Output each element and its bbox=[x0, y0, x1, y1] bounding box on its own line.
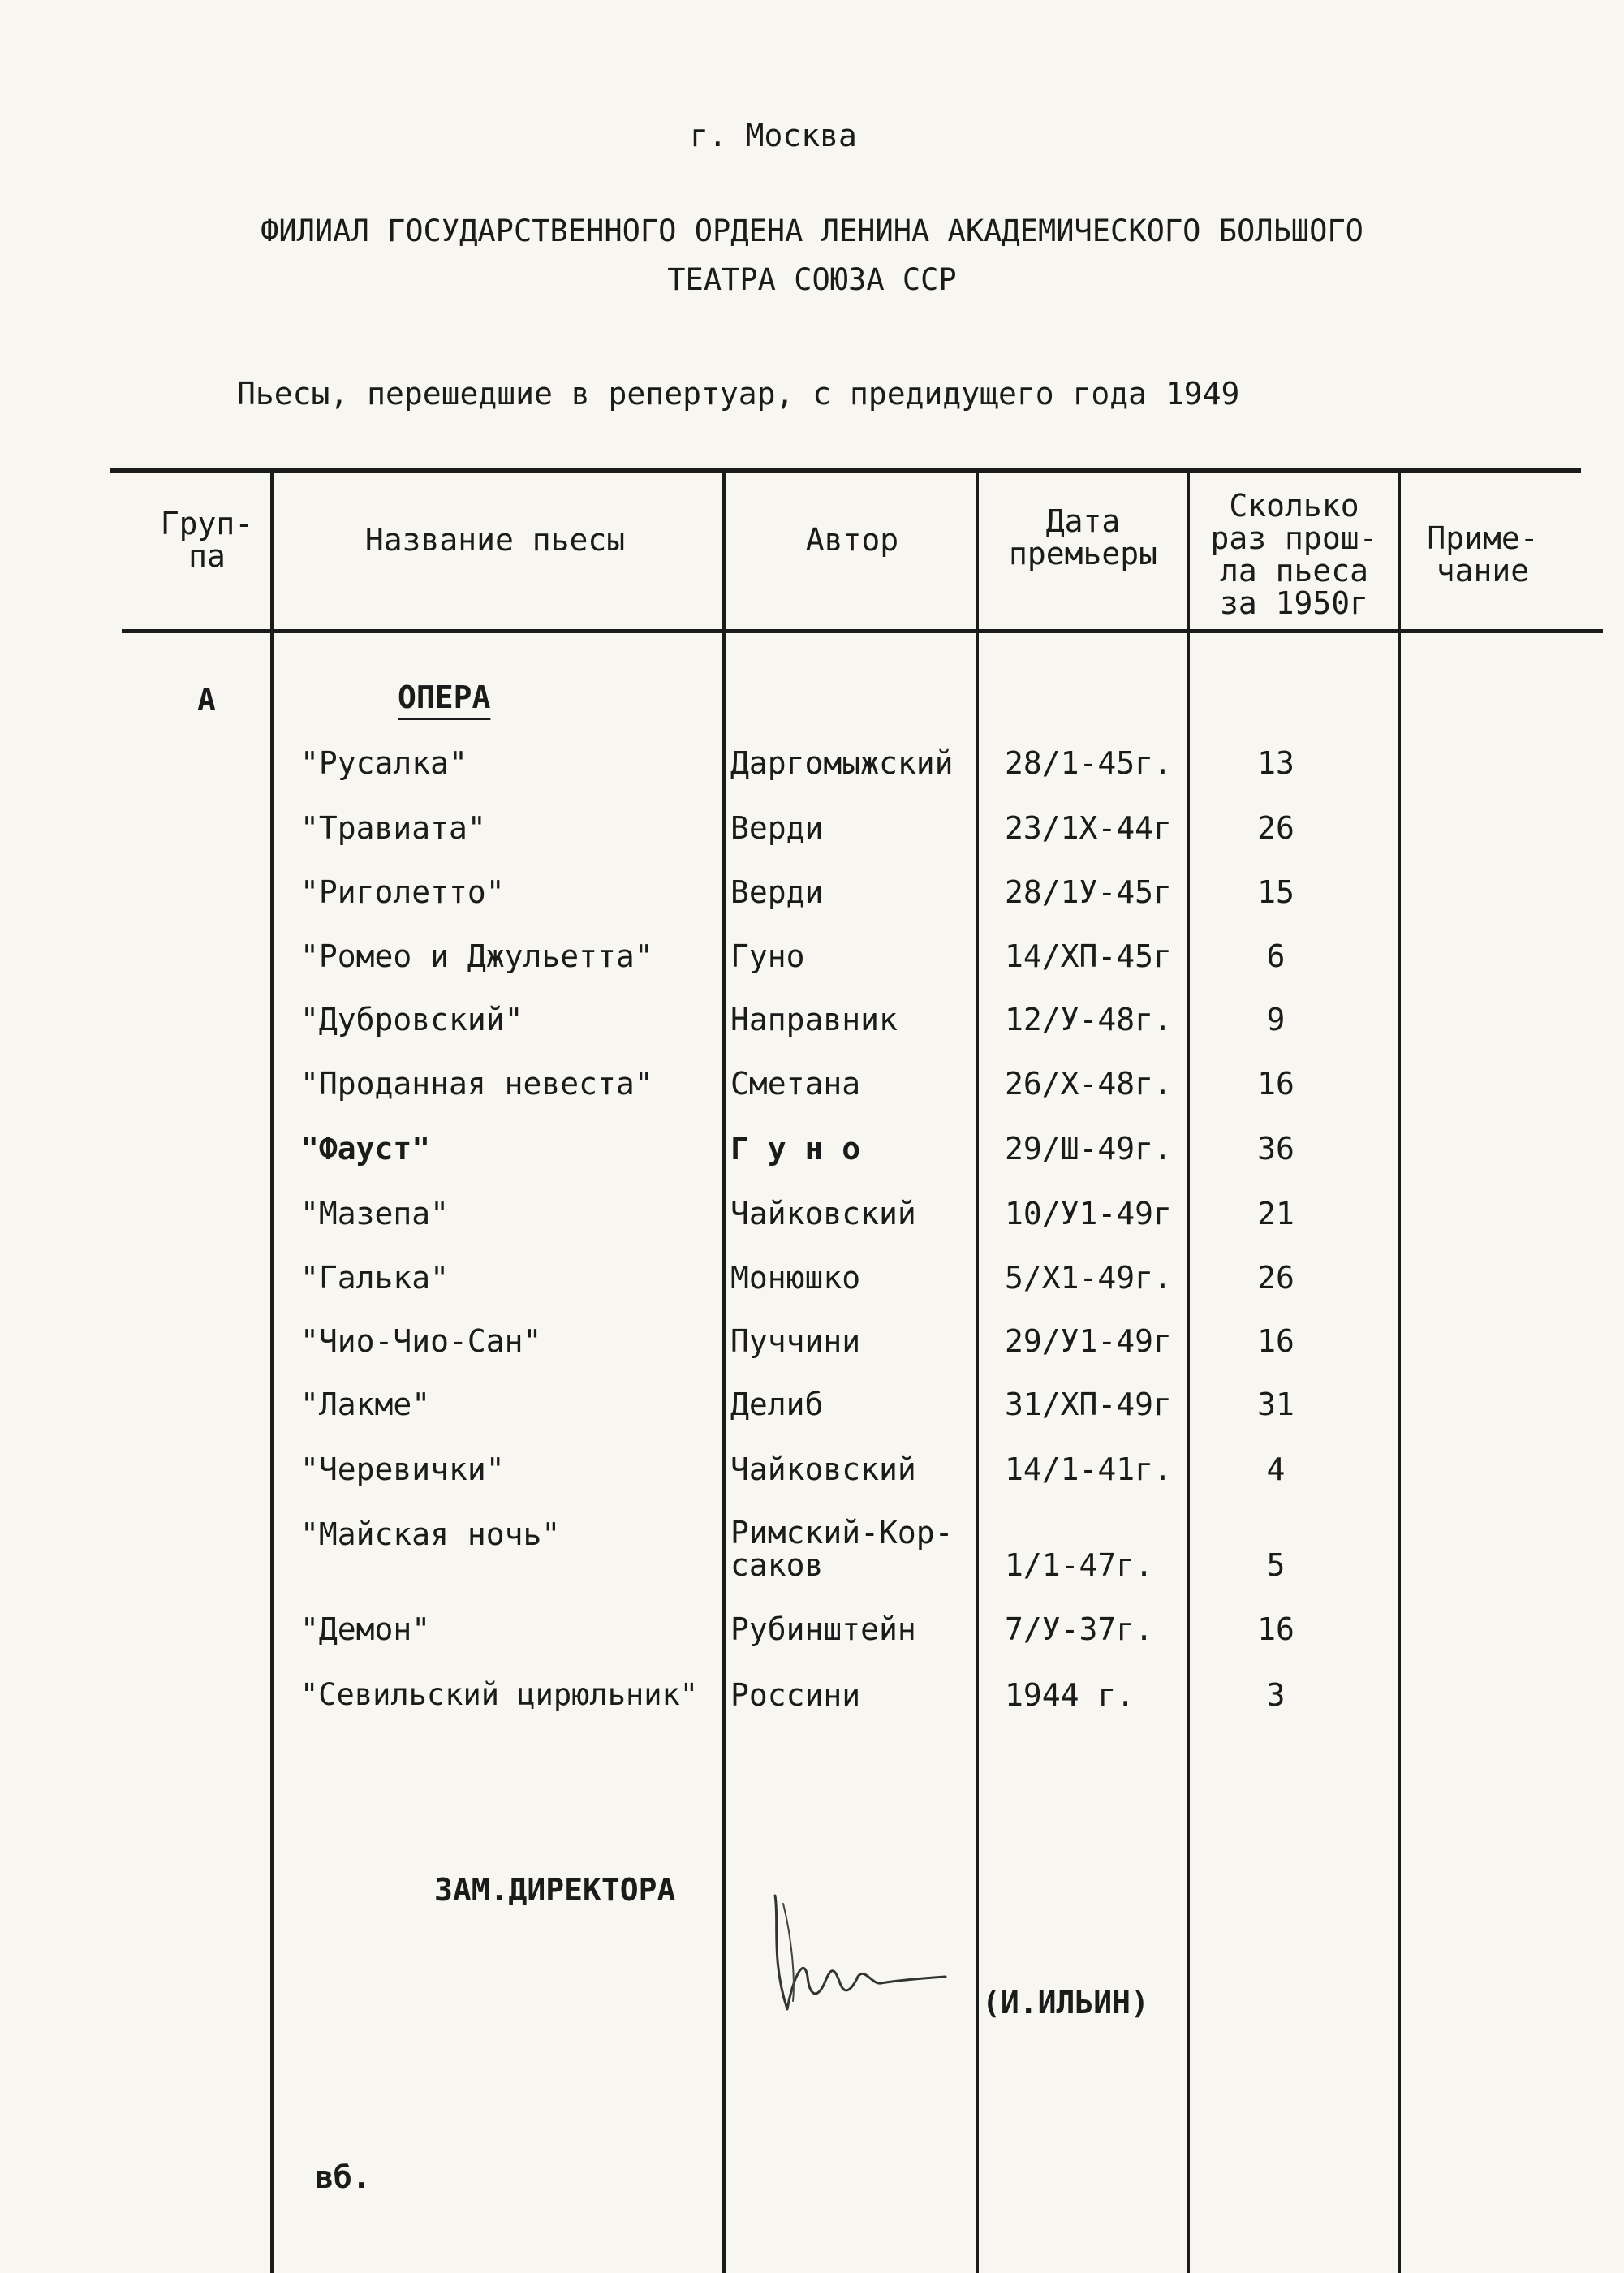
row-4-title: "Ромео и Джульетта" bbox=[300, 938, 653, 974]
row-2-title: "Травиата" bbox=[300, 810, 486, 846]
row-12-author: Чайковский bbox=[730, 1451, 916, 1487]
row-7-count: 36 bbox=[1257, 1131, 1294, 1167]
row-11-count: 31 bbox=[1257, 1387, 1294, 1422]
handwritten-signature bbox=[759, 1887, 954, 2025]
row-8-date: 10/У1-49г bbox=[1005, 1196, 1172, 1231]
row-10-author: Пуччини bbox=[730, 1323, 861, 1359]
row-13-count: 5 bbox=[1266, 1547, 1286, 1583]
signatory-position: ЗАМ.ДИРЕКТОРА bbox=[434, 1872, 676, 1908]
row-6-author: Сметана bbox=[730, 1066, 861, 1102]
column-header-group: Груп- па bbox=[160, 506, 254, 574]
row-6-title: "Проданная невеста" bbox=[300, 1066, 653, 1102]
table-top-rule bbox=[110, 468, 1581, 473]
typist-initials: вб. bbox=[315, 2159, 371, 2195]
column-divider-1 bbox=[270, 473, 274, 2273]
row-3-count: 15 bbox=[1257, 874, 1294, 910]
row-2-date: 23/1Х-44г bbox=[1005, 810, 1172, 846]
row-1-count: 13 bbox=[1257, 745, 1294, 781]
column-header-premiere-date: Дата премьеры bbox=[1008, 503, 1158, 571]
row-10-title: "Чио-Чио-Сан" bbox=[300, 1323, 542, 1359]
row-5-date: 12/У-48г. bbox=[1005, 1002, 1172, 1037]
organization-line-1: ФИЛИАЛ ГОСУДАРСТВЕННОГО ОРДЕНА ЛЕНИНА АКАДЕМИЧЕСКОГО БОЛЬШОГО bbox=[261, 213, 1363, 248]
row-12-date: 14/1-41г. bbox=[1005, 1451, 1172, 1487]
row-4-author: Гуно bbox=[730, 938, 805, 974]
row-9-date: 5/Х1-49г. bbox=[1005, 1260, 1172, 1296]
row-14-author: Рубинштейн bbox=[730, 1611, 916, 1647]
row-2-count: 26 bbox=[1257, 810, 1294, 846]
row-12-count: 4 bbox=[1266, 1451, 1286, 1487]
row-11-author: Делиб bbox=[730, 1387, 824, 1422]
row-13-date: 1/1-47г. bbox=[1005, 1547, 1154, 1583]
column-header-performance-count: Сколько раз прош- ла пьеса за 1950г bbox=[1210, 488, 1378, 621]
row-7-title: "Фауст" bbox=[300, 1131, 431, 1167]
row-15-date: 1944 г. bbox=[1005, 1677, 1135, 1713]
row-10-count: 16 bbox=[1257, 1323, 1294, 1359]
row-15-title: "Севильский цирюльник" bbox=[300, 1677, 699, 1712]
row-1-date: 28/1-45г. bbox=[1005, 745, 1172, 781]
signatory-name: (И.ИЛЬИН) bbox=[982, 1985, 1149, 2021]
row-14-count: 16 bbox=[1257, 1611, 1294, 1647]
document-subtitle: Пьесы, перешедшие в репертуар, с предидущего года 1949 bbox=[237, 376, 1240, 412]
row-3-author: Верди bbox=[730, 874, 824, 910]
row-3-date: 28/1У-45г bbox=[1005, 874, 1172, 910]
row-13-author-continued: саков bbox=[730, 1547, 824, 1583]
column-header-title: Название пьесы bbox=[364, 522, 626, 558]
row-6-date: 26/Х-48г. bbox=[1005, 1066, 1172, 1102]
row-13-title: "Майская ночь" bbox=[300, 1516, 561, 1552]
row-2-author: Верди bbox=[730, 810, 824, 846]
column-divider-3 bbox=[976, 473, 979, 2273]
row-6-count: 16 bbox=[1257, 1066, 1294, 1102]
column-divider-5 bbox=[1398, 473, 1401, 2273]
row-7-date: 29/Ш-49г. bbox=[1005, 1131, 1172, 1167]
column-divider-2 bbox=[722, 473, 726, 2273]
row-9-title: "Галька" bbox=[300, 1260, 450, 1296]
row-15-count: 3 bbox=[1266, 1677, 1286, 1713]
row-8-title: "Мазепа" bbox=[300, 1196, 450, 1231]
row-8-author: Чайковский bbox=[730, 1196, 916, 1231]
row-4-date: 14/ХП-45г bbox=[1005, 938, 1172, 974]
row-13-author: Римский-Кор- bbox=[730, 1515, 954, 1551]
row-9-count: 26 bbox=[1257, 1260, 1294, 1296]
row-12-title: "Черевички" bbox=[300, 1451, 505, 1487]
row-7-author: Г у н о bbox=[730, 1131, 861, 1167]
row-3-title: "Риголетто" bbox=[300, 874, 505, 910]
column-divider-4 bbox=[1187, 473, 1190, 2273]
row-5-count: 9 bbox=[1266, 1002, 1286, 1037]
table-header-bottom-rule bbox=[122, 629, 1603, 633]
row-11-date: 31/ХП-49г bbox=[1005, 1387, 1172, 1422]
row-11-title: "Лакме" bbox=[300, 1387, 431, 1422]
row-8-count: 21 bbox=[1257, 1196, 1294, 1231]
row-5-title: "Дубровский" bbox=[300, 1002, 523, 1037]
group-label: А bbox=[197, 682, 216, 718]
row-5-author: Направник bbox=[730, 1002, 898, 1037]
row-15-author: Россини bbox=[730, 1677, 861, 1713]
row-4-count: 6 bbox=[1266, 938, 1286, 974]
organization-line-2: ТЕАТРА СОЮЗА ССР bbox=[667, 262, 957, 297]
row-1-title: "Русалка" bbox=[300, 745, 467, 781]
city-heading: г. Москва bbox=[690, 118, 857, 153]
section-title: ОПЕРА bbox=[398, 679, 491, 715]
row-1-author: Даргомыжский bbox=[730, 745, 954, 781]
column-header-author: Автор bbox=[805, 522, 899, 558]
row-10-date: 29/У1-49г bbox=[1005, 1323, 1172, 1359]
row-9-author: Монюшко bbox=[730, 1260, 861, 1296]
row-14-title: "Демон" bbox=[300, 1611, 431, 1647]
column-header-note: Приме- чание bbox=[1427, 520, 1539, 589]
row-14-date: 7/У-37г. bbox=[1005, 1611, 1154, 1647]
